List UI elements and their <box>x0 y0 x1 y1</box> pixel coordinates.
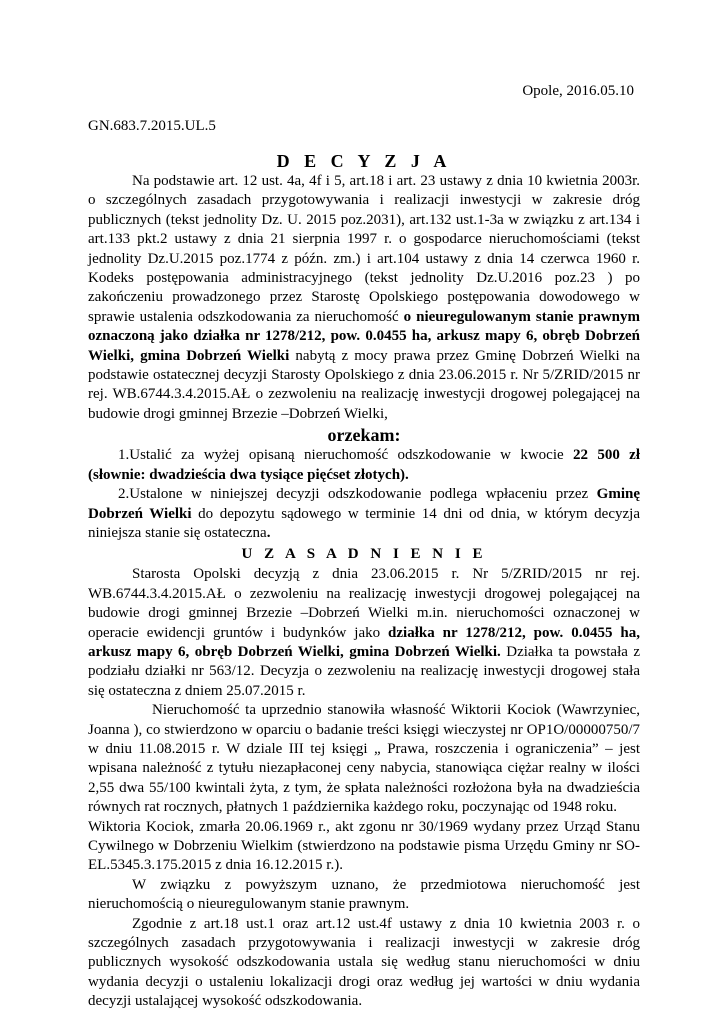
justification-paragraph-4: W związku z powyższym uznano, że przedmiotowa nieruchomość jest nieruchomością o nieuregulowanym stanie prawnym. <box>88 876 640 913</box>
ruling-item-2 <box>88 485 640 543</box>
decision-title: D E C Y Z J A <box>276 151 452 171</box>
justification-p1-text-1: Starosta Opolski decyzją z dnia 23.06.2015 r. Nr 5/ZRID/2015 nr rej. WB.6744.3.4.2015.AŁ o zezwoleniu na realizację inwestycji drogowej polegającej na budowie drogi gminnej Brzezie –Dobrzeń Wielki m.in. nieruchomości oznaczonej w operacie ewidencji gruntów i budynków jako <box>88 566 640 641</box>
decision-legal-basis-paragraph <box>88 172 640 424</box>
ruling-item-1-text: 1.Ustalić za wyżej opisaną nieruchomość odszkodowanie w kwocie <box>118 447 573 464</box>
document-body <box>88 150 640 1012</box>
justification-paragraph-2: Nieruchomość ta uprzednio stanowiła własność Wiktorii Kociok (Wawrzyniec, Joanna ), co stwierdzono w oparciu o badanie treści księgi wieczystej nr OP1O/00000750/7 w dniu 11.08.2015 r. W dziale III tej księgi „ Prawa, roszczenia i ograniczenia” – jest wpisana należność z tytułu niezapłaconej ceny nabycia, stanowiąca ciężar realny w ilości 2,55 dwa 55/100 kwintali żyta, z tym, że spłata należności rozłożona była na dwadzieścia równych rat rocznych, płatnych 1 października każdego roku, poczynając od 1948 roku. <box>88 702 640 816</box>
ruling-item-2-end: . <box>266 524 271 541</box>
case-reference-number: GN.683.7.2015.UL.5 <box>88 118 216 134</box>
justification-heading: U Z A S A D N I E N I E <box>241 546 487 563</box>
ruling-item-1 <box>88 446 640 485</box>
ruling-heading: orzekam: <box>327 425 401 446</box>
ruling-item-2-text: 2.Ustalone w niniejszej decyzji odszkodowanie podlega wpłaceniu przez <box>118 486 597 503</box>
justification-paragraph-1 <box>88 565 640 701</box>
property-designation-bold: o nieuregulowanym stanie prawnym oznaczoną jako działka nr 1278/212, pow. 0.0455 ha, arkusz mapy 6, obręb Dobrzeń Wielki, gmina Dobrzeń Wielki <box>88 308 641 364</box>
place-date: Opole, 2016.05.10 <box>522 83 634 99</box>
justification-paragraph-5: Zgodnie z art.18 ust.1 oraz art.12 ust.4f ustawy z dnia 10 kwietnia 2003 r. o szczególnych zasadach przygotowywania i realizacji inwestycji w zakresie dróg publicznych wysokość odszkodowania ustala się według stanu nieruchomości w dniu wydania decyzji o ustaleniu lokalizacji drogi oraz według jej wartości w dniu wydania decyzji ustalającej wysokość odszkodowania. <box>88 915 640 1010</box>
compensation-amount-bold: 22 500 zł (słownie: dwadzieścia dwa tysiące pięćset złotych). <box>88 447 641 483</box>
ruling-item-2-text-2: do depozytu sądowego w terminie 14 dni od dnia, w którym decyzja niniejsza stanie się ostateczna <box>88 505 640 541</box>
legal-basis-text-1: Na podstawie art. 12 ust. 4a, 4f i 5, art.18 i art. 23 ustawy z dnia 10 kwietnia 2003r. o szczególnych zasadach przygotowywania i realizacji inwestycji w zakresie dróg publicznych (tekst jednolity Dz. U. 2015 poz.2031), art.132 ust.1-3a w związku z art.134 i art.133 pkt.2 ustawy z dnia 21 sierpnia 1997 r. o gospodarce nieruchomościami (tekst jednolity Dz.U.2015 poz.1774 z późn. zm.) i art.104 ustawy z dnia 14 czerwca 1960 r. Kodeks postępowania administracyjnego (tekst jednolity Dz.U.2016 poz.23 ) po zakończeniu prowadzonego przez Starostę Opolskiego postępowania dowodowego w sprawie ustalenia odszkodowania za nieruchomość <box>88 173 640 325</box>
justification-p1-text-2: Działka ta powstała z podziału działki nr 563/12. Decyzja o zezwoleniu na realizację inwestycji drogowej stała się ostateczna z dniem 25.07.2015 r. <box>88 643 640 699</box>
legal-basis-text-2: nabytą z mocy prawa przez Gminę Dobrzeń Wielki na podstawie ostatecznej decyzji Starosty Opolskiego z dnia 23.06.2015 r. Nr 5/ZRID/2015 nr rej. WB.6744.3.4.2015.AŁ o zezwoleniu na realizację inwestycji drogowej polegającej na budowie drogi gminnej Brzezie –Dobrzeń Wielki, <box>88 347 641 422</box>
justification-paragraph-3: Wiktoria Kociok, zmarła 20.06.1969 r., akt zgonu nr 30/1969 wydany przez Urząd Stanu Cywilnego w Dobrzeniu Wielkim (stwierdzono na podstawie pisma Urzędu Gminy nr SO-EL.5345.3.175.2015 z dnia 16.12.2015 r.). <box>88 818 640 874</box>
plot-designation-bold: działka nr 1278/212, pow. 0.0455 ha, arkusz mapy 6, obręb Dobrzeń Wielki, gmina Dobrzeń Wielki. <box>88 624 640 660</box>
payer-name-bold: Gminę Dobrzeń Wielki <box>88 486 640 522</box>
